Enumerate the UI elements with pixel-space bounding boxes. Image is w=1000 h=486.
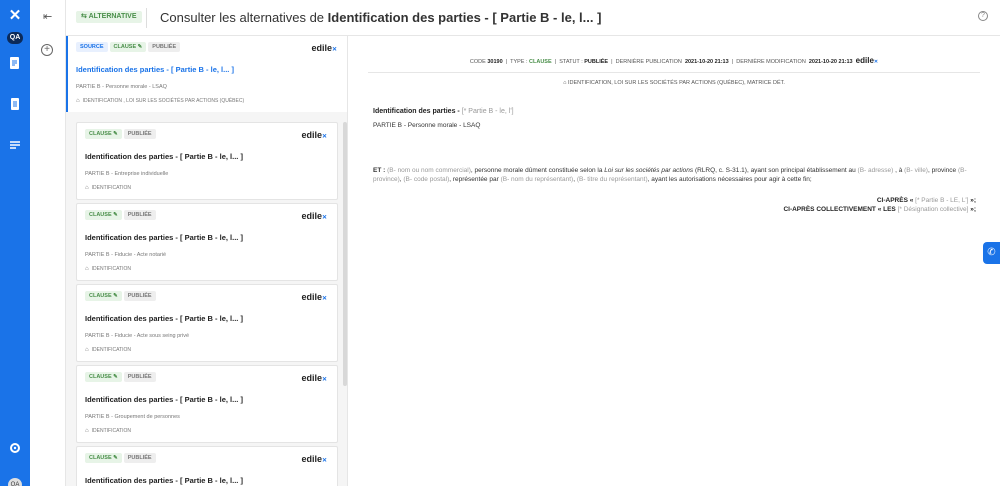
collapse-back-icon[interactable]: ⇤ (43, 11, 53, 23)
status-value: PUBLIÉE (584, 59, 609, 65)
body-text-segment: (RLRQ, c. S-31.1), ayant son principal établissement au (693, 167, 858, 174)
edile-logo: edile✕ (301, 454, 327, 464)
clause-tag: CLAUSE ✎ (85, 453, 122, 463)
page-title (160, 10, 601, 25)
designation-text: »; (968, 197, 976, 204)
clause-tag-label: CLAUSE (113, 44, 137, 50)
clause-keywords (348, 80, 1000, 86)
alternative-card-subtitle: PARTIE B - Entreprise individuelle (85, 171, 169, 177)
designation-placeholder: [* Partie B - LE, L'] (915, 197, 969, 204)
header-divider (146, 8, 147, 28)
alternative-card[interactable] (76, 284, 338, 362)
edile-logo-text: edile (855, 56, 874, 65)
et-label: ET : (373, 167, 386, 174)
alternative-card-subtitle: PARTIE B - Fiducie - Acte notarié (85, 252, 167, 258)
status-label: STATUT : (559, 59, 583, 65)
app-rail (0, 0, 30, 486)
placeholder-city: (B- ville) (904, 167, 928, 174)
designation-line-collective (373, 205, 976, 214)
edile-logo-text: edile (301, 130, 322, 140)
list-icon[interactable] (8, 138, 22, 152)
published-tag: PUBLIÉE (124, 372, 156, 382)
modified-label: DERNIÈRE MODIFICATION (736, 59, 806, 65)
edit-document-icon[interactable] (8, 56, 22, 70)
app-logo-icon[interactable]: ✕ (8, 7, 22, 24)
clause-tag-label: CLAUSE (89, 131, 112, 137)
published-tag: PUBLIÉE (124, 453, 156, 463)
alternative-card[interactable] (76, 365, 338, 443)
body-text-segment: , (399, 176, 404, 183)
metadata-divider (368, 72, 980, 73)
body-text-segment: , ayant les autorisations nécessaires pour agir à cette fin; (647, 176, 812, 183)
edile-logo: edile✕ (311, 43, 337, 53)
source-card-keywords (76, 98, 339, 104)
phone-support-icon[interactable]: ✆ (983, 242, 1000, 264)
alternative-card[interactable] (76, 446, 338, 486)
add-circle-icon[interactable]: + (41, 44, 53, 56)
law-reference: Loi sur les sociétés par actions (604, 167, 694, 174)
published-tag: PUBLIÉE (124, 129, 156, 139)
designation-text: CI-APRÈS COLLECTIVEMENT « LES (783, 206, 898, 213)
alternatives-list-panel (66, 36, 348, 486)
clause-tag: CLAUSE ✎ (110, 42, 147, 52)
source-tag: SOURCE (76, 42, 108, 52)
alternative-card-keywords (85, 428, 329, 434)
user-avatar[interactable]: QA (8, 478, 22, 486)
published-value: 2021-10-20 21:13 (684, 59, 729, 65)
page-header (66, 0, 1000, 36)
type-label: TYPE : (510, 59, 528, 65)
edile-logo: edile✕ (301, 211, 327, 221)
alternative-card-title[interactable]: Identification des parties - [ Partie B - le, l... ] (85, 476, 243, 485)
document-icon[interactable] (8, 97, 22, 111)
alternative-card-keywords (85, 266, 329, 272)
clause-tag-label: CLAUSE (89, 374, 112, 380)
qa-badge[interactable]: QA (7, 32, 23, 44)
clause-body (373, 166, 976, 184)
clause-tag: CLAUSE ✎ (85, 210, 122, 220)
clause-keywords-text: IDENTIFICATION, LOI SUR LES SOCIÉTÉS PAR ACTIONS (QUÉBEC), MATRICE DÉT. (567, 80, 785, 86)
body-text-segment: , province (927, 167, 958, 174)
source-card-subtitle: PARTIE B - Personne morale - LSAQ (76, 84, 167, 90)
page-title-prefix: Consulter les alternatives de (160, 10, 328, 25)
alternative-card-keywords (85, 185, 329, 191)
source-card-title[interactable]: Identification des parties - [ Partie B - le, l... ] (76, 65, 234, 74)
published-tag: PUBLIÉE (148, 42, 180, 52)
tag-icon: ⌂ (76, 98, 80, 104)
tag-icon: ⌂ (85, 266, 89, 272)
published-tag: PUBLIÉE (124, 210, 156, 220)
page-title-clause: Identification des parties - [ Partie B - le, l... ] (327, 10, 602, 25)
body-text-segment: , personne morale dûment constituée selon la (470, 167, 605, 174)
settings-gear-icon[interactable] (8, 441, 22, 455)
edile-logo-text: edile (301, 373, 322, 383)
clause-metadata: CODE 30190 | TYPE : CLAUSE | STATUT : PUBLIÉE | DERNIÈRE PUBLICATION 2021-10-20 21:13 | DERNIÈRE MODIFICATION 2021-10-20 21:13 edile✕ (469, 56, 879, 65)
edile-logo-text: edile (301, 454, 322, 464)
designation-placeholder: [* Désignation collective] (897, 206, 969, 213)
alternative-card-keywords (85, 347, 329, 353)
clause-tag-label: CLAUSE (89, 455, 112, 461)
edile-logo-text: edile (301, 211, 322, 221)
help-icon[interactable]: ? (978, 11, 988, 21)
placeholder-name: (B- nom ou nom commercial) (387, 167, 471, 174)
designation-text: CI-APRÈS « (876, 197, 916, 204)
body-text-segment: , à (893, 167, 905, 174)
placeholder-postal-code: (B- code postal) (403, 176, 450, 183)
clause-tag-label: CLAUSE (89, 293, 112, 299)
tag-icon: ⌂ (563, 80, 567, 86)
alternative-card-title[interactable]: Identification des parties - [ Partie B - le, l... ] (85, 314, 243, 323)
designation-line-party (373, 196, 976, 205)
published-tag: PUBLIÉE (124, 291, 156, 301)
edile-logo-text: edile (311, 43, 332, 53)
edile-logo: edile✕ (301, 130, 327, 140)
type-value: CLAUSE (529, 59, 552, 65)
clause-detail-panel (348, 36, 1000, 486)
alternative-card-subtitle: PARTIE B - Fiducie - Acte sous seing privé (85, 333, 190, 339)
clause-tag: CLAUSE ✎ (85, 129, 122, 139)
tag-icon: ⌂ (85, 428, 89, 434)
alternative-badge: ⇆ ALTERNATIVE (76, 11, 142, 23)
published-label: DERNIÈRE PUBLICATION (615, 59, 682, 65)
designation-lines (373, 196, 976, 214)
placeholder-representative-title: (B- titre du représentant) (576, 176, 648, 183)
clause-title-placeholder: [* Partie B - le, l'] (461, 108, 514, 115)
modified-value: 2021-10-20 21:13 (808, 59, 853, 65)
alternative-card-title[interactable]: Identification des parties - [ Partie B - le, l... ] (85, 152, 243, 161)
placeholder-representative-name: (B- nom du représentant) (500, 176, 574, 183)
designation-text: »; (968, 206, 976, 213)
alternative-card-subtitle: PARTIE B - Groupement de personnes (85, 414, 180, 420)
clause-title (373, 108, 514, 115)
clause-title-text: Identification des parties - (373, 108, 462, 115)
alternative-card-keywords-text: IDENTIFICATION (91, 347, 131, 353)
edile-logo: edile✕ (855, 56, 879, 65)
tag-icon: ⌂ (85, 347, 89, 353)
body-text-segment: , représentée par (449, 176, 501, 183)
clause-tag: CLAUSE ✎ (85, 372, 122, 382)
alternative-card[interactable] (76, 203, 338, 281)
source-clause-card[interactable] (66, 36, 347, 112)
body-text-segment: , (573, 176, 577, 183)
list-scrollbar[interactable] (343, 122, 347, 386)
alternative-card-keywords-text: IDENTIFICATION (91, 266, 131, 272)
alternative-card-title[interactable]: Identification des parties - [ Partie B - le, l... ] (85, 233, 243, 242)
alternative-card-keywords-text: IDENTIFICATION (91, 428, 131, 434)
code-value: 30190 (487, 59, 503, 65)
alternative-card-keywords-text: IDENTIFICATION (91, 185, 131, 191)
alternative-card-title[interactable]: Identification des parties - [ Partie B - le, l... ] (85, 395, 243, 404)
clause-subtitle: PARTIE B - Personne morale - LSAQ (373, 122, 481, 129)
placeholder-address: (B- adresse) (857, 167, 894, 174)
clause-tag: CLAUSE ✎ (85, 291, 122, 301)
edile-logo: edile✕ (301, 373, 327, 383)
code-label: CODE (469, 59, 486, 65)
secondary-gutter (30, 0, 66, 486)
placeholder-province: (B- province) (373, 167, 967, 183)
source-card-keywords-text: IDENTIFICATION , LOI SUR LES SOCIÉTÉS PAR ACTIONS (QUÉBEC) (82, 98, 245, 104)
edile-logo: edile✕ (301, 292, 327, 302)
clause-tag-label: CLAUSE (89, 212, 112, 218)
alternative-card[interactable] (76, 122, 338, 200)
alternative-badge-label: ALTERNATIVE (88, 13, 137, 20)
tag-icon: ⌂ (85, 185, 89, 191)
edile-logo-text: edile (301, 292, 322, 302)
